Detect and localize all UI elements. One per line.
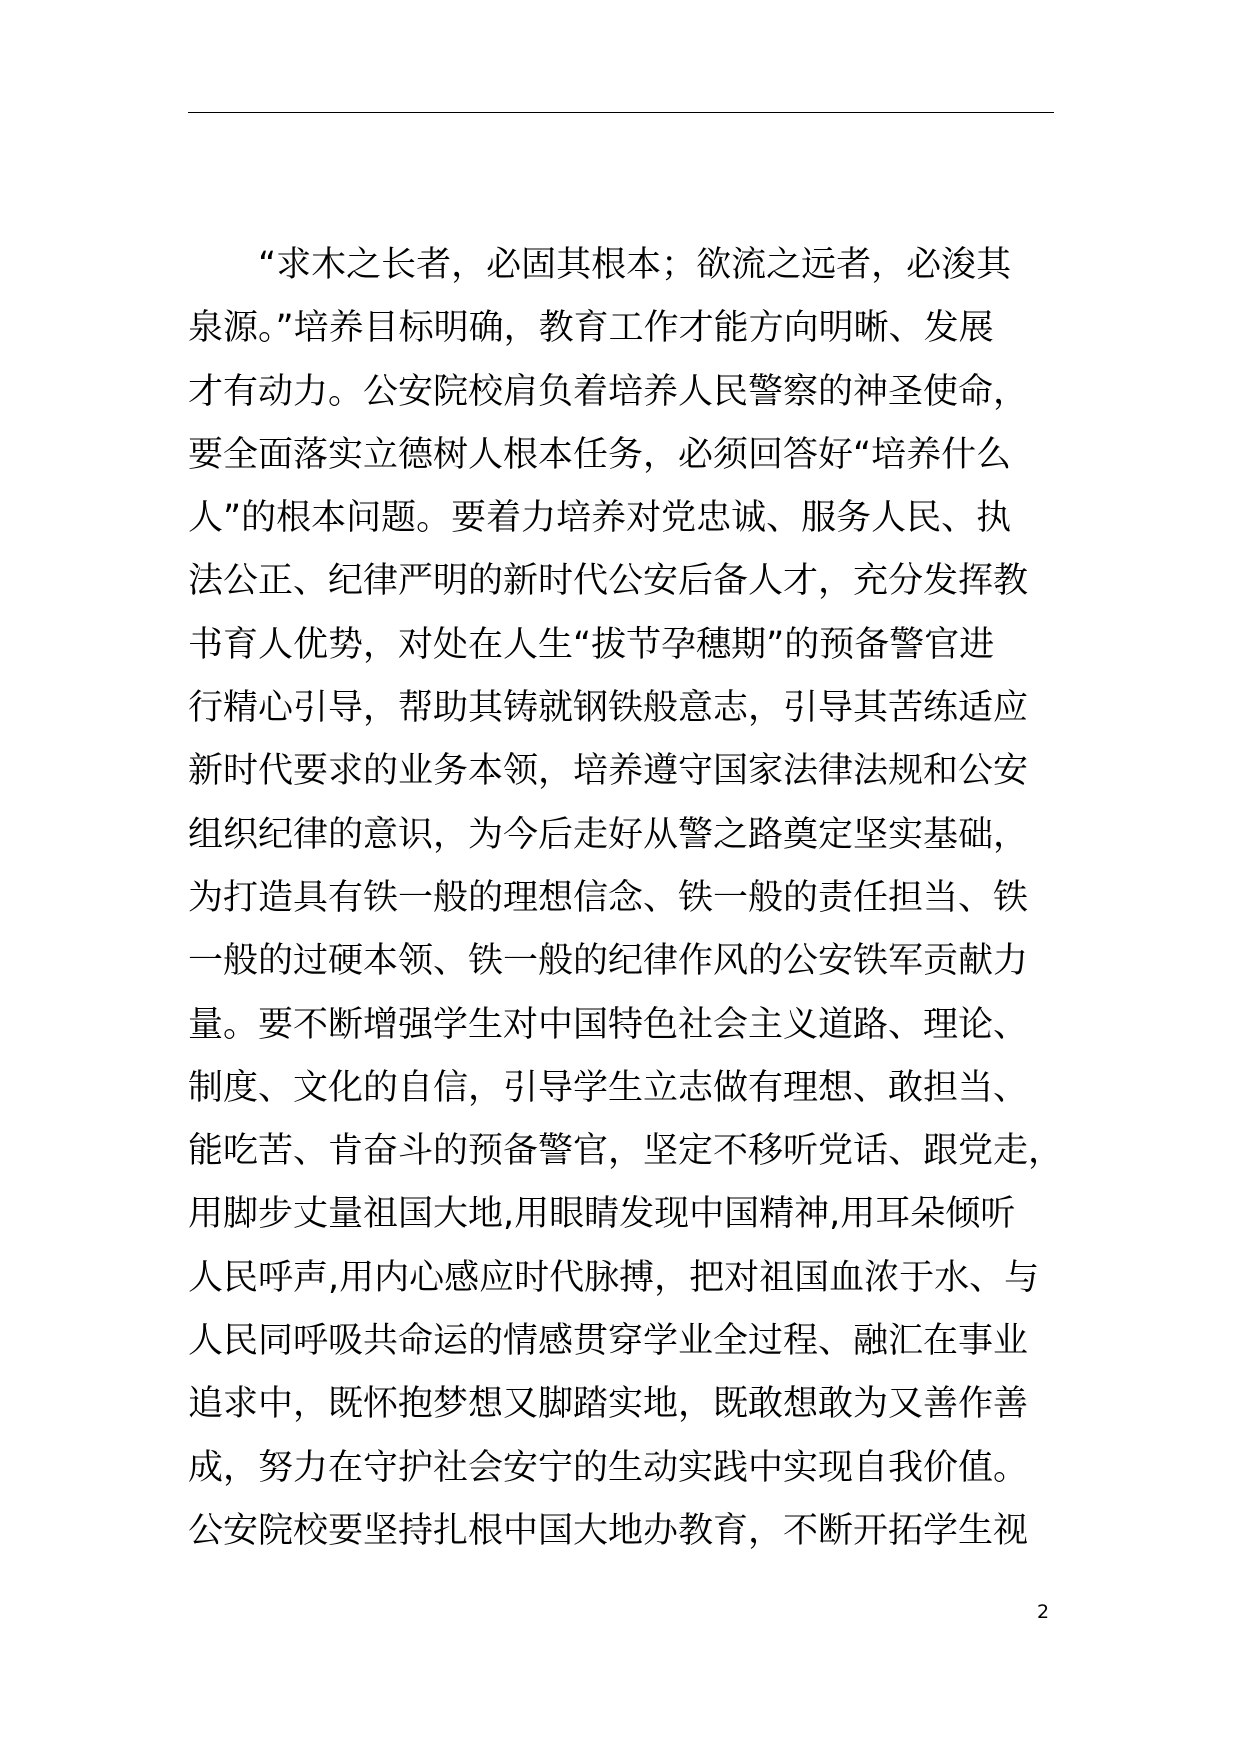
text-line: 人民同呼吸共命运的情感贯穿学业全过程、融汇在事业 [188,1321,1029,1362]
text-line: 量。要不断增强学生对中国特色社会主义道路、理论、 [188,1004,1029,1045]
text-line: “求木之长者，必固其根本；欲流之远者，必浚其 [188,245,1012,285]
text-line: 泉源。”培养目标明确，教育工作才能方向明晰、发展 [188,308,994,349]
text-line: 人”的根本问题。要着力培养对党忠诚、服务人民、执 [188,498,1012,539]
page-number: 2 [1037,1601,1050,1623]
text-line: 行精心引导，帮助其铸就钢铁般意志，引导其苦练适应 [188,688,1029,729]
text-line: 新时代要求的业务本领，培养遵守国家法律法规和公安 [188,751,1029,792]
text-line: 人民呼声,用内心感应时代脉搏，把对祖国血浓于水、与 [188,1257,1040,1298]
text-line: 组织纪律的意识，为今后走好从警之路奠定坚实基础， [188,814,1029,855]
text-line: 才有动力。公安院校肩负着培养人民警察的神圣使命， [188,371,1029,412]
text-line: 一般的过硬本领、铁一般的纪律作风的公安铁军贡献力 [188,941,1029,982]
text-line: 书育人优势，对处在人生“拔节孕穗期”的预备警官进 [188,624,995,665]
body-paragraph [188,234,1088,1563]
header-rule [188,112,1054,113]
text-line: 能吃苦、肯奋斗的预备警官，坚定不移听党话、跟党走， [188,1131,1064,1172]
text-line: 成，努力在守护社会安宁的生动实践中实现自我价值。 [188,1447,1029,1488]
text-line: 法公正、纪律严明的新时代公安后备人才，充分发挥教 [188,561,1029,602]
text-line: 制度、文化的自信，引导学生立志做有理想、敢担当、 [188,1067,1029,1108]
text-line: 要全面落实立德树人根本任务，必须回答好“培养什么 [188,434,1012,475]
text-line: 用脚步丈量祖国大地,用眼睛发现中国精神,用耳朵倾听 [188,1194,1016,1235]
text-line: 追求中，既怀抱梦想又脚踏实地，既敢想敢为又善作善 [188,1384,1029,1425]
text-line: 公安院校要坚持扎根中国大地办教育，不断开拓学生视 [188,1510,1029,1551]
text-line: 为打造具有铁一般的理想信念、铁一般的责任担当、铁 [188,877,1029,918]
